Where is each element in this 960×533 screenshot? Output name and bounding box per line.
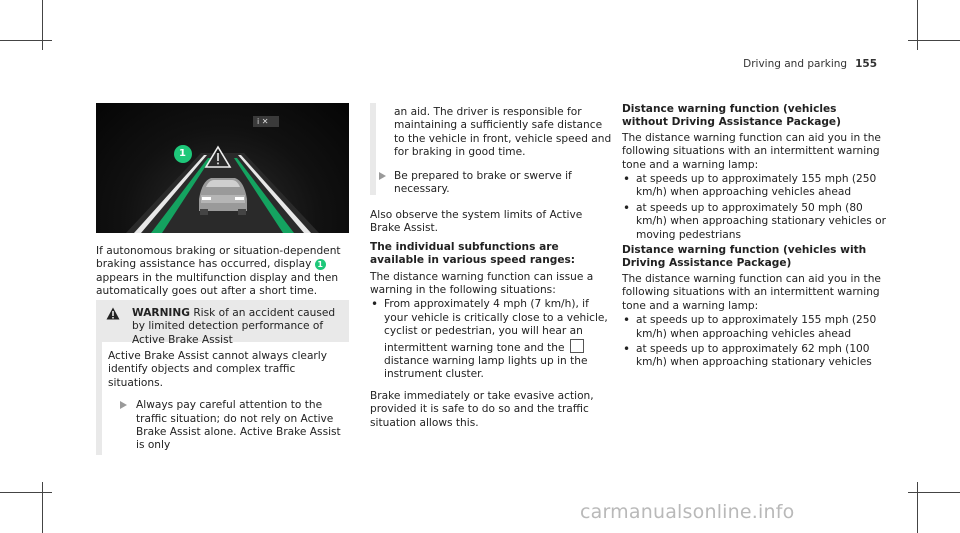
warning-body xyxy=(96,342,349,455)
crop-mark xyxy=(917,0,918,50)
page-number: 155 xyxy=(855,58,877,70)
crop-mark xyxy=(42,482,43,533)
car-icon xyxy=(199,178,247,215)
list-item: • at speeds up to approximately 62 mph (100 km/h) when approaching stationary vehicles xyxy=(622,343,886,370)
screen-buttons-label: i ✕ xyxy=(257,117,269,126)
list-item xyxy=(370,298,616,381)
right-column xyxy=(622,103,886,370)
road-illustration xyxy=(96,103,349,233)
display-paragraph-b: appears in the multifunction display and then automatically goes out after a short time. xyxy=(96,271,339,298)
step-text: Be prepared to brake or swerve if necessary. xyxy=(394,169,572,196)
step-text: Always pay careful attention to the traffic situation; do not rely on Active Brake Assist alone. Active Brake Assist is only xyxy=(136,399,341,452)
observe-paragraph: Also observe the system limits of Active Brake Assist. xyxy=(370,209,583,235)
crop-mark xyxy=(917,482,918,533)
warning-box-continued xyxy=(370,103,616,195)
section-heading-without-package: Distance warning function (vehicles without Driving Assistance Package) xyxy=(622,103,841,129)
display-paragraph xyxy=(96,245,352,299)
intro-without-package: The distance warning function can aid you in the following situations with an intermittent warning tone and a warning lamp: xyxy=(622,131,881,171)
crop-mark xyxy=(42,0,43,50)
display-paragraph-a: If autonomous braking or situation-dependent braking assistance has occurred, display xyxy=(96,245,341,271)
section-title: Driving and parking xyxy=(743,58,848,70)
step-arrow-icon xyxy=(120,401,127,409)
speed-list-with-package xyxy=(622,314,886,370)
subfunctions-heading: The individual subfunctions are available in various speed ranges: xyxy=(370,240,576,267)
list-item-text-b: distance warning lamp lights up in the instrument cluster. xyxy=(384,355,588,381)
list-item-text-a: From approximately 4 mph (7 km/h), if your vehicle is critically close to a vehicle, cyclist or pedestrian, you will hear an intermittent warning tone and the xyxy=(384,298,608,354)
step-arrow-icon xyxy=(379,172,386,180)
brake-paragraph: Brake immediately or take evasive action, provided it is safe to do so and the traffic situation allows this. xyxy=(370,389,594,429)
list-item: • at speeds up to approximately 155 mph (250 km/h) when approaching vehicles ahead xyxy=(622,314,886,341)
step-continued-text: an aid. The driver is responsible for maintaining a sufficiently safe distance to the vehicle in front, vehicle speed and for braking in good time. xyxy=(394,106,612,159)
warning-box xyxy=(96,300,349,455)
warning-icon xyxy=(106,307,120,320)
warning-label: WARNING xyxy=(132,307,190,319)
page-header xyxy=(743,58,877,71)
instruction-step xyxy=(376,170,616,197)
left-column xyxy=(96,245,352,299)
warning-text: Active Brake Assist cannot always clearly identify objects and complex traffic situations. xyxy=(108,350,328,389)
instruction-step xyxy=(108,399,349,453)
middle-column xyxy=(370,103,616,430)
display-illustration xyxy=(96,103,349,233)
watermark: carmanualsonline.info xyxy=(580,501,795,523)
section-heading-with-package: Distance warning function (vehicles with Driving Assistance Package) xyxy=(622,244,867,270)
distance-intro: The distance warning function can issue a warning in the following situations: xyxy=(370,270,594,297)
crop-mark xyxy=(908,40,960,41)
callout-number: 1 xyxy=(179,148,186,159)
list-item: • at speeds up to approximately 155 mph (250 km/h) when approaching vehicles ahead xyxy=(622,173,886,200)
crop-mark xyxy=(908,492,960,493)
crop-mark xyxy=(0,492,52,493)
intro-with-package: The distance warning function can aid you in the following situations with an intermittent warning tone and a warning lamp: xyxy=(622,272,881,312)
warning-header xyxy=(96,300,349,346)
callout-badge-inline: 1 xyxy=(315,259,326,270)
warning-title: Risk of an accident caused by limited detection performance of Active Brake Assist xyxy=(132,307,336,346)
distance-list xyxy=(370,298,616,381)
crop-mark xyxy=(0,40,52,41)
distance-warning-lamp-icon xyxy=(570,339,584,353)
list-item: • at speeds up to approximately 50 mph (80 km/h) when approaching stationary vehicles or moving pedestrians xyxy=(622,202,886,242)
speed-list-without-package xyxy=(622,173,886,242)
